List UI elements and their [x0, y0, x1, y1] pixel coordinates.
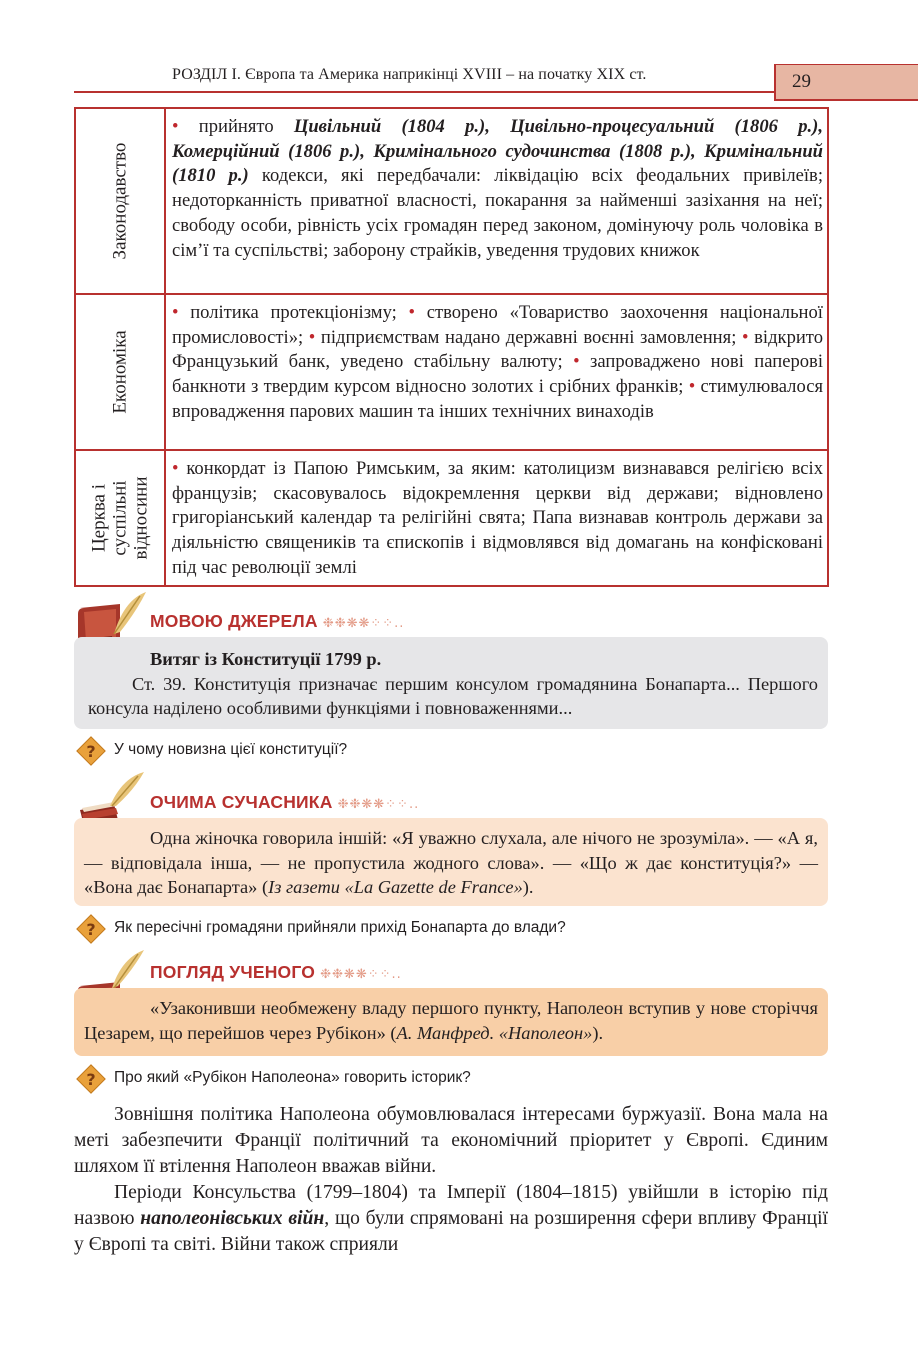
list-item: відкрито Французький банк, уведено стабільну валюту; [172, 326, 823, 373]
section-title-text: МОВОЮ ДЖЕРЕЛА [150, 611, 318, 631]
scholar-box [74, 988, 828, 1056]
scholar-end: ). [592, 1022, 604, 1043]
label-line: відносини [130, 476, 152, 560]
witness-source: Із газети «La Gazette de France» [268, 877, 523, 897]
source-heading: Витяг із Конституції 1799 р. [150, 649, 382, 669]
svg-text:?: ? [86, 920, 96, 939]
svg-text:?: ? [86, 1070, 96, 1089]
text-segment: , що були спрямовані на розширення сфери впливу Франції у Європі та світі. Війни також сприяли [74, 1208, 828, 1255]
source-box [74, 637, 828, 729]
list-item: стимулювалося впровадження парових машин та інших технічних винаходів [172, 376, 824, 422]
question-text: У чому новизна цієї конституції? [114, 741, 348, 758]
witness-end: ). [522, 877, 534, 897]
text-segment: кодекси, які передбачали: ліквідацію всіх феодальних привілеїв; недоторканність приватної власності, покарання за найменші зазіхання на неї; свободу особи, рівність усіх громадян перед законом, домінуючу роль чоловіка в сім’ї та суспільстві; заборону страйків, уведення трудових книжок [172, 165, 823, 261]
chapter-title: РОЗДІЛ І. Європа та Америка наприкінці XVIII – на початку XIX ст. [172, 66, 647, 83]
section-title-witness [150, 792, 419, 813]
question-diamond-icon [74, 1062, 108, 1096]
row-label-cell [75, 108, 165, 294]
list-item: політика протекціонізму; [190, 302, 409, 323]
header-rule [74, 91, 774, 93]
label-line: суспільні [109, 480, 131, 556]
row-label-legislation: Законодавство [109, 142, 131, 260]
ornament: ❉❉❋❋⁘⁘.. [337, 797, 420, 812]
list-item: створено «Товариство заохочення національної промисловості»; [172, 302, 823, 348]
bullet: • [172, 302, 179, 323]
scholar-text [84, 996, 818, 1045]
page-number-box [774, 64, 918, 101]
question-diamond-icon [74, 734, 108, 768]
row-content-church [165, 450, 828, 586]
row-label-economy: Економіка [109, 330, 131, 414]
page-number: 29 [792, 71, 811, 92]
bullet: • [741, 326, 749, 348]
list-item: підприємствам надано державні воєнні замовлення; [320, 326, 742, 348]
reforms-table [74, 107, 829, 587]
svg-text:?: ? [86, 742, 96, 761]
bullet: • [408, 302, 416, 323]
body-text [74, 1102, 828, 1258]
table-row [75, 450, 828, 586]
section-title-source [150, 611, 404, 632]
source-text: Ст. 39. Конституція призначає першим консулом громадянина Бонапарта... Першого консула наділено особливими функціями і повноваженнями... [88, 673, 818, 718]
row-label-church [89, 476, 152, 559]
bullet: • [172, 116, 179, 137]
bullet: • [573, 351, 580, 373]
witness-quote: Одна жіночка говорила іншій: «Я уважно слухала, але нічого не зрозуміла». — «А я, — відповідала інша, — не пропустила жодного слова». — «Що ж дає конституція?» — «Вона дає Бонапарта» ( [84, 828, 818, 897]
witness-text [84, 826, 818, 900]
question-text: Про який «Рубікон Наполеона» говорить історик? [114, 1069, 471, 1086]
label-line: Церква і [88, 483, 110, 552]
section-title-scholar [150, 962, 402, 983]
text-segment: прийнято [198, 116, 294, 137]
row-label-cell [75, 450, 165, 586]
table-row [75, 108, 828, 294]
question-diamond-icon [74, 912, 108, 946]
page-header [0, 64, 918, 100]
text-segment: конкордат із Папою Римським, за яким: католицизм визнавався релігією всіх французів; скасовувалось відокремлення церкви від держави; відновлено григоріанський календар та релігійні свята; Папа визнавав контроль держави за діяльністю священиків та єпископів і відмовлявся від домагань на конфісковані під час революції землі [172, 458, 824, 578]
scholar-source: А. Манфред. «Наполеон» [396, 1022, 593, 1043]
key-term: наполеонівських війн [140, 1208, 325, 1229]
bullet: • [172, 458, 179, 479]
bullet: • [688, 376, 696, 398]
ornament: ❉❉❋❋⁘⁘.. [322, 616, 405, 631]
table-row [75, 294, 828, 450]
row-content-legislation [165, 108, 828, 294]
bullet: • [308, 326, 316, 348]
paragraph-2 [74, 1180, 828, 1258]
section-title-text: ОЧИМА СУЧАСНИКА [150, 792, 333, 812]
scholar-quote: «Узаконивши необмежену владу першого пункту, Наполеон вступив у нове сторіччя Цезарем, що перейшов через Рубікон» ( [84, 998, 818, 1043]
list-item: запроваджено нові паперові банкноти з твердим курсом відносно золотих і срібних франків; [172, 351, 824, 398]
row-content-economy [165, 294, 828, 450]
witness-box [74, 818, 828, 906]
question-text: Як пересічні громадяни прийняли прихід Бонапарта до влади? [114, 919, 566, 936]
text-segment: Періоди Консульства (1799–1804) та Імперії (1804–1815) увійшли в історію під назвою [74, 1182, 828, 1229]
row-label-cell [75, 294, 165, 450]
section-title-text: ПОГЛЯД УЧЕНОГО [150, 962, 316, 982]
ornament: ❉❉❋❋⁘⁘.. [320, 967, 402, 982]
codes-list: Цивільний (1804 р.), Цивільно-процесуальний (1806 р.), Комерційний (1806 р.), Кримінального судочинства (1808 р.), Кримінальний (1810 р.) [172, 116, 823, 187]
paragraph-1: Зовнішня політика Наполеона обумовлювалася інтересами буржуазії. Вона мала на меті забезпечити Франції політичний та економічний пріоритет у Європі. Єдиним шляхом її втілення Наполеон вважав війни. [74, 1104, 828, 1177]
